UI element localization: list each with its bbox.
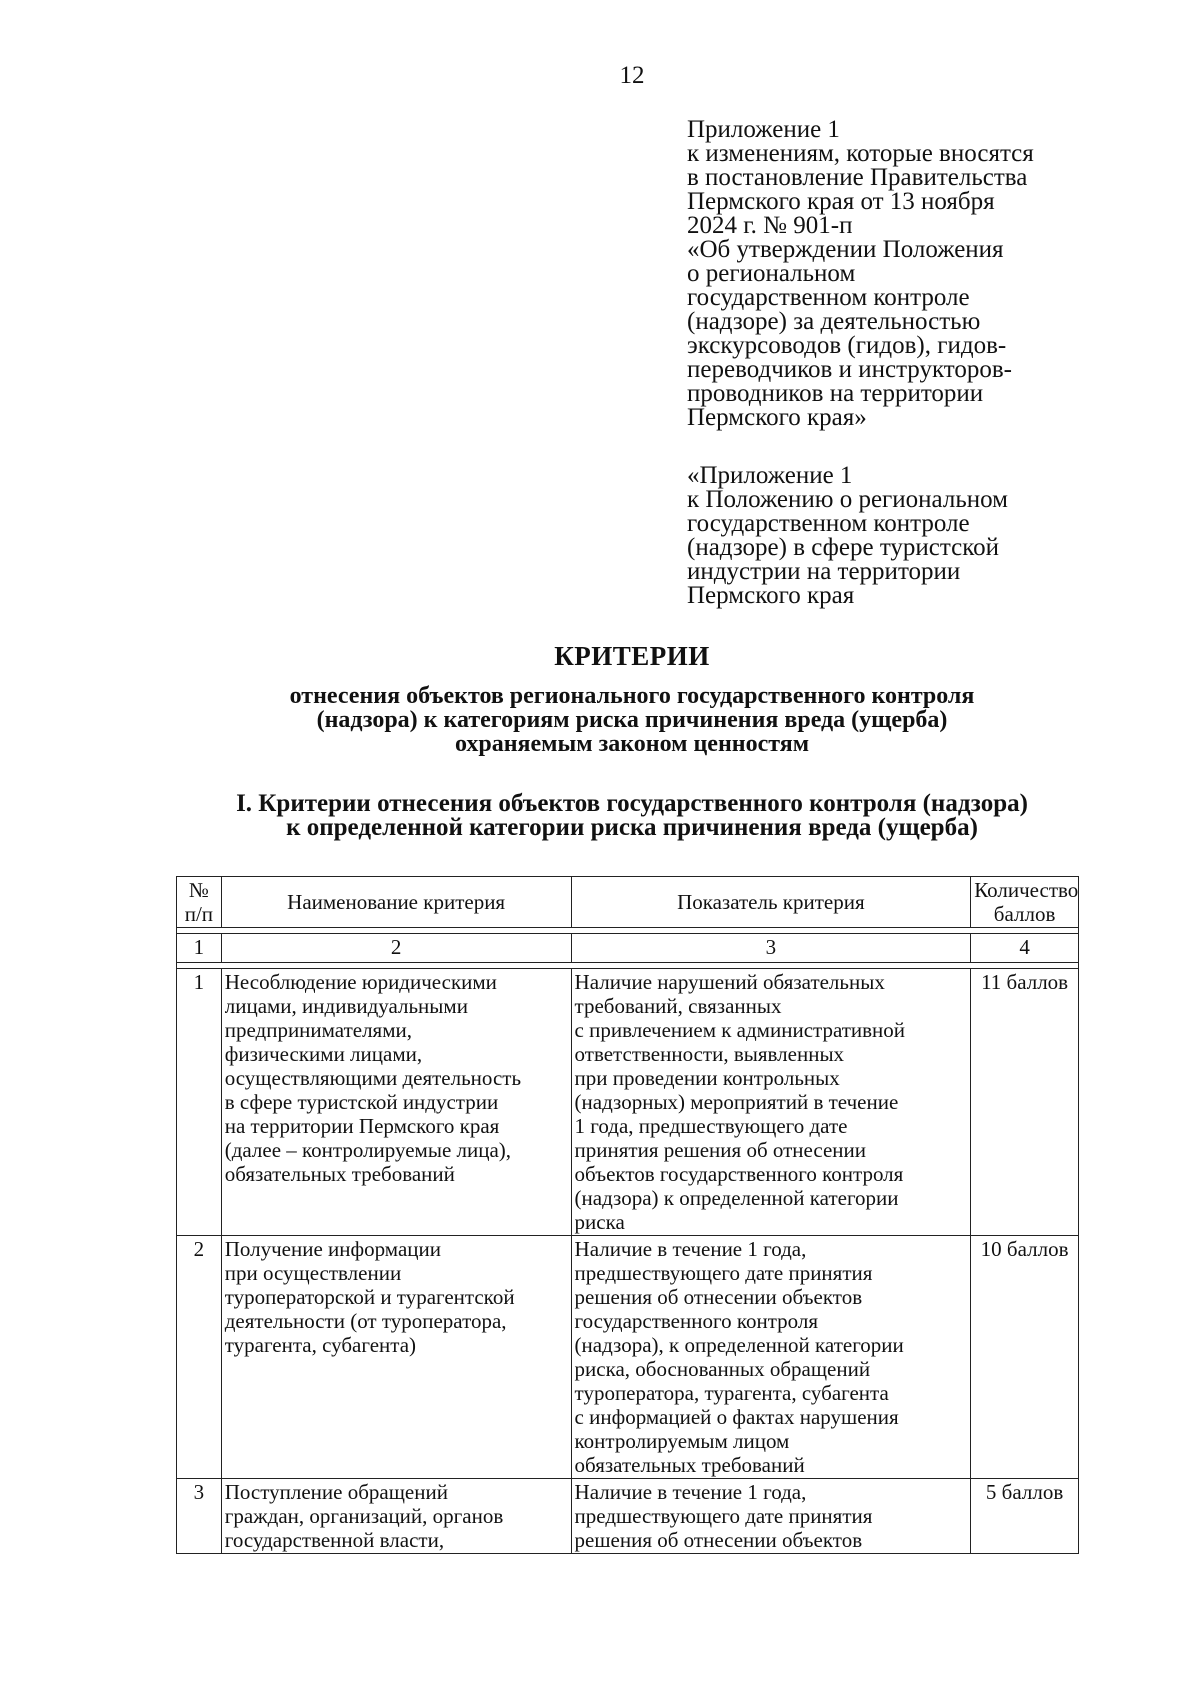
document-subtitle [0,684,1200,756]
section-title [0,792,1200,840]
annex-line: экскурсоводов (гидов), гидов- [687,332,1007,359]
criteria-table [176,876,1079,1554]
cell-line: риска, обоснованных обращений [574,1357,871,1381]
cell-line: Наличие в течение 1 года, [574,1237,807,1261]
cell-line: (далее – контролируемые лица), [224,1138,512,1162]
annex-line: Пермского края [687,582,855,609]
cell-line: предшествующего дате принятия [574,1261,873,1285]
row-num: 1 [177,969,222,1236]
cell-line: требований, связанных [574,994,782,1018]
cell-line: осуществляющими деятельность [224,1066,522,1090]
row-points: 5 баллов [971,1479,1079,1554]
cell-line: решения об отнесении объектов [574,1285,863,1309]
cell-line: на территории Пермского края [224,1114,500,1138]
annex-line: к изменениям, которые вносятся [687,140,1034,167]
row-points: 11 баллов [971,969,1079,1236]
column-number: 1 [177,934,222,963]
table-row [177,1236,1079,1479]
row-name [221,1479,571,1554]
subtitle-line: отнесения объектов регионального государственного контроля [289,683,975,709]
cell-line: лицами, индивидуальными [224,994,468,1018]
header-num-line: п/п [184,902,214,926]
annex-line: «Приложение 1 [687,462,853,489]
annex-line: проводников на территории [687,380,984,407]
annex-line: индустрии на территории [687,558,961,585]
annex-line: государственном контроле [687,510,970,537]
cell-line: государственного контроля [574,1309,818,1333]
annex-line: «Об утверждении Положения [687,236,1004,263]
annex-header-1 [687,118,1127,430]
header-indicator: Показатель критерия [571,877,971,928]
annex-line: государственном контроле [687,284,970,311]
cell-line: 1 года, предшествующего дате [574,1114,848,1138]
cell-line: государственной власти, [224,1528,445,1552]
cell-line: Несоблюдение юридическими [224,970,497,994]
cell-line: Получение информации [224,1237,441,1261]
section-title-line: к определенной категории риска причинения вреда (ущерба) [286,814,978,841]
cell-line: при проведении контрольных [574,1066,840,1090]
section-title-line: I. Критерии отнесения объектов государственного контроля (надзора) [236,790,1028,817]
table-header-row [177,877,1079,928]
cell-line: Наличие в течение 1 года, [574,1480,807,1504]
cell-line: с информацией о фактах нарушения [574,1405,899,1429]
header-num [177,877,222,928]
cell-line: принятия решения об отнесении [574,1138,866,1162]
annex-line: (надзоре) за деятельностью [687,308,981,335]
row-indicator [571,1479,971,1554]
cell-line: с привлечением к административной [574,1018,906,1042]
row-name [221,1236,571,1479]
cell-line: (надзора) к определенной категории [574,1186,899,1210]
row-name [221,969,571,1236]
header-points [971,877,1079,928]
cell-line: туроператора, турагента, субагента [574,1381,889,1405]
header-points-line: баллов [993,902,1056,926]
column-number: 2 [221,934,571,963]
header-points-line: Количество [974,878,1079,902]
column-number-row [177,934,1079,963]
cell-line: деятельности (от туроператора, [224,1309,507,1333]
row-indicator [571,1236,971,1479]
cell-line: турагента, субагента) [224,1333,417,1357]
cell-line: риска [574,1210,625,1234]
annex-line: к Положению о региональном [687,486,1008,513]
cell-line: предпринимателями, [224,1018,412,1042]
cell-line: Поступление обращений [224,1480,448,1504]
annex-line: переводчиков и инструкторов- [687,356,1013,383]
cell-line: решения об отнесении объектов [574,1528,863,1552]
annex-line: (надзоре) в сфере туристской [687,534,999,561]
annex-header-2 [687,464,1127,608]
cell-line: в сфере туристской индустрии [224,1090,499,1114]
column-number: 3 [571,934,971,963]
table-row [177,1479,1079,1554]
annex-line: Пермского края от 13 ноября [687,188,995,215]
annex-line: Пермского края» [687,404,867,431]
column-number: 4 [971,934,1079,963]
cell-line: ответственности, выявленных [574,1042,845,1066]
annex-line: о региональном [687,260,856,287]
subtitle-line: охраняемым законом ценностям [454,731,810,757]
annex-line: Приложение 1 [687,116,840,143]
cell-line: туроператорской и турагентской [224,1285,515,1309]
page-number: 12 [619,62,645,89]
annex-line: 2024 г. № 901-п [687,212,853,239]
cell-line: обязательных требований [574,1453,805,1477]
cell-line: объектов государственного контроля [574,1162,904,1186]
cell-line: физическими лицами, [224,1042,423,1066]
cell-line: предшествующего дате принятия [574,1504,873,1528]
header-num-line: № [188,878,209,902]
row-indicator [571,969,971,1236]
cell-line: контролируемым лицом [574,1429,790,1453]
annex-line: в постановление Правительства [687,164,1028,191]
table-row [177,969,1079,1236]
row-num: 3 [177,1479,222,1554]
header-name: Наименование критерия [221,877,571,928]
row-points: 10 баллов [971,1236,1079,1479]
cell-line: (надзора), к определенной категории [574,1333,904,1357]
document-title: КРИТЕРИИ [554,641,710,671]
cell-line: при осуществлении [224,1261,402,1285]
cell-line: обязательных требований [224,1162,455,1186]
subtitle-line: (надзора) к категориям риска причинения вреда (ущерба) [316,707,948,733]
cell-line: Наличие нарушений обязательных [574,970,885,994]
cell-line: граждан, организаций, органов [224,1504,504,1528]
cell-line: (надзорных) мероприятий в течение [574,1090,899,1114]
row-num: 2 [177,1236,222,1479]
